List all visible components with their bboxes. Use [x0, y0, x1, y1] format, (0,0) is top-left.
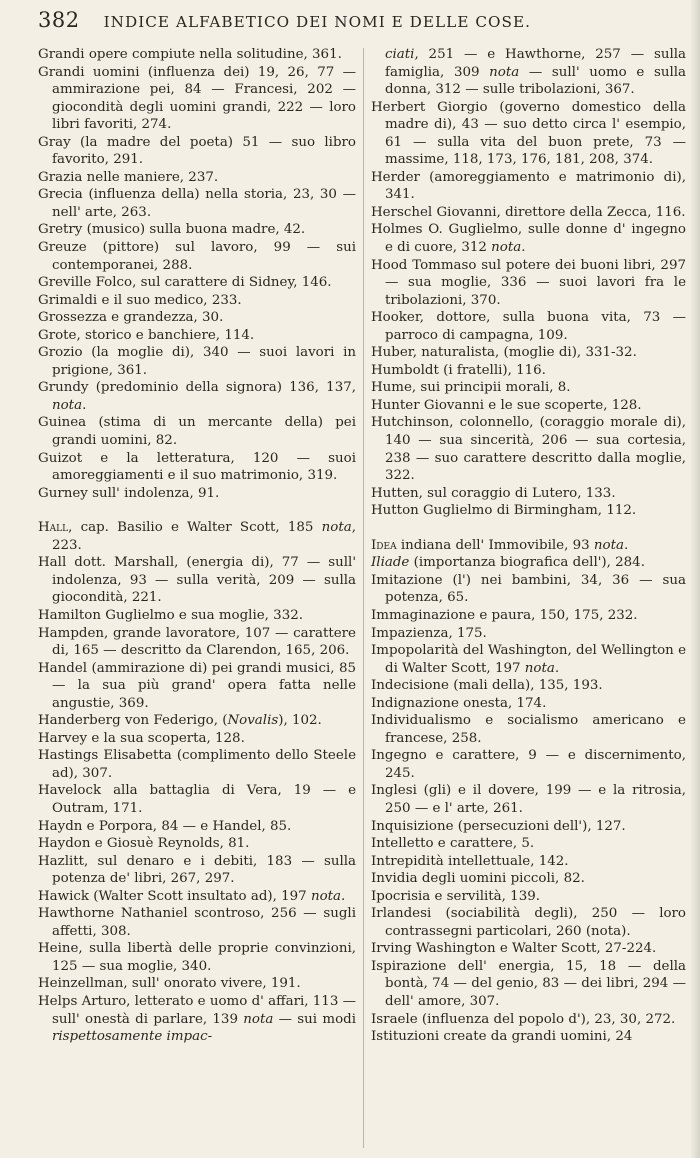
- entry-text: Hawthorne Nathaniel scontroso, 256 — sugli affetti, 308.: [38, 906, 356, 939]
- entry-italic: Novalis: [227, 713, 279, 729]
- entry-text: Heinzellman, sull' onorato vivere, 191.: [38, 976, 301, 992]
- index-entry: [38, 519, 356, 554]
- entry-text: indiana dell' Immovibile, 93: [396, 537, 594, 553]
- entry-text: Handel (ammirazione di) pei grandi musici, 85 — la sua più grand' opera fatta nelle angustie, 369.: [38, 660, 356, 711]
- entry-italic: nota: [52, 397, 83, 413]
- entry-text: Hawick (Walter Scott insultato ad), 197: [38, 888, 311, 904]
- entry-headword: Hall: [38, 520, 69, 536]
- index-entry: [371, 554, 686, 572]
- entry-text: Haydon e Giosuè Reynolds, 81.: [38, 836, 250, 852]
- entry-text: Impazienza, 175.: [371, 625, 487, 641]
- index-entry: [385, 46, 686, 99]
- entry-italic: nota: [243, 1011, 274, 1027]
- index-entry: [38, 607, 356, 625]
- page-number: 382: [38, 8, 80, 32]
- entry-text: Hutton Guglielmo di Birmingham, 112.: [371, 503, 637, 519]
- column-divider: [363, 48, 364, 1148]
- index-entry: [371, 344, 686, 362]
- entry-italic: Iliade: [371, 555, 410, 571]
- entry-text: Hutchinson, colonnello, (coraggio morale di), 140 — sua sincerità, 206 — sua cortesia, 238 — suo carattere descritto dalla moglie, 322.: [371, 415, 686, 484]
- index-entry: [371, 379, 686, 397]
- entry-text: ), 102.: [278, 713, 322, 729]
- index-entry: [38, 379, 356, 414]
- entry-text: Hutten, sul coraggio di Lutero, 133.: [371, 485, 616, 501]
- entry-text: Hazlitt, sul denaro e i debiti, 183 — sulla potenza de' libri, 267, 297.: [38, 853, 356, 887]
- entry-text: Helps Arturo, letterato e uomo d' affari, 113 — sull' onestà di parlare, 139: [38, 993, 356, 1027]
- index-entry: [371, 1028, 686, 1046]
- index-entry: [371, 870, 686, 888]
- entry-text: Hooker, dottore, sulla buona vita, 73 — parroco di campagna, 109.: [371, 310, 686, 343]
- index-entry: [38, 46, 356, 64]
- index-entry: [38, 835, 356, 853]
- entry-text: Handerberg von Federigo, (: [38, 713, 228, 729]
- entry-text: Guizot e la letteratura, 120 — suoi amoreggiamenti e il suo matrimonio, 319.: [38, 450, 356, 484]
- entry-text: .: [554, 660, 560, 676]
- entry-text: Grote, storico e banchiere, 114.: [38, 327, 255, 343]
- index-entry: [38, 344, 356, 379]
- index-entry: [38, 292, 356, 310]
- index-entry: [371, 397, 686, 415]
- index-entry: [38, 975, 356, 993]
- index-entry: [38, 940, 356, 975]
- entry-italic: rispettosamente impac-: [52, 1029, 213, 1045]
- entry-text: Heine, sulla libertà delle proprie convinzioni, 125 — sua moglie, 340.: [38, 941, 356, 974]
- entry-text: Grimaldi e il suo medico, 233.: [38, 292, 242, 308]
- entry-text: Herder (amoreggiamento e matrimonio di), 341.: [371, 169, 686, 203]
- index-entry: [38, 134, 356, 169]
- entry-headword: Idea: [371, 537, 397, 553]
- index-entry: [371, 782, 686, 817]
- entry-italic: nota: [489, 64, 520, 80]
- entry-text: Hamilton Guglielmo e sua moglie, 332.: [38, 607, 303, 623]
- entry-text: Impopolarità del Washington, del Wellington e di Walter Scott, 197: [371, 643, 686, 676]
- entry-italic: nota: [491, 240, 522, 256]
- index-entry: [371, 1011, 686, 1029]
- running-header: [38, 8, 686, 34]
- index-entry: [371, 625, 686, 643]
- entry-text: Invidia degli uomini piccoli, 82.: [371, 871, 585, 887]
- index-entry: [38, 309, 356, 327]
- entry-text: Ingegno e carattere, 9 — e discernimento, 245.: [371, 748, 686, 781]
- index-entry: [38, 782, 356, 817]
- index-entry: [371, 835, 686, 853]
- index-entry: [371, 309, 686, 344]
- entry-text: Herbert Giorgio (governo domestico della madre di), 43 — suo detto circa l' esempio, 61 — sulla vita del buon prete, 73 — massime, 118, 173, 176, 181, 208, 374.: [371, 99, 686, 168]
- entry-text: Gray (la madre del poeta) 51 — suo libro favorito, 291.: [38, 134, 356, 168]
- entry-text: .: [623, 537, 629, 553]
- index-entry: [38, 64, 356, 134]
- index-entry: [371, 607, 686, 625]
- entry-text: Greuze (pittore) sul lavoro, 99 — sui contemporanei, 288.: [38, 240, 356, 273]
- entry-text: Gretry (musico) sulla buona madre, 42.: [38, 222, 306, 238]
- index-entry: [371, 888, 686, 906]
- entry-text: Hunter Giovanni e le sue scoperte, 128.: [371, 397, 642, 413]
- entry-text: Guinea (stima di un mercante della) pei grandi uomini, 82.: [38, 415, 356, 449]
- entry-text: Holmes O. Guglielmo, sulle donne d' ingegno e di cuore, 312: [371, 222, 686, 256]
- index-entry: [38, 221, 356, 239]
- index-entry: [38, 993, 356, 1046]
- index-entry: [38, 327, 356, 345]
- index-entry: [38, 818, 356, 836]
- index-entry: [371, 99, 686, 169]
- index-entry: [371, 677, 686, 695]
- index-entry: [371, 905, 686, 940]
- index-entry: [38, 712, 356, 730]
- entry-text: Israele (influenza del popolo d'), 23, 30, 272.: [371, 1011, 676, 1027]
- entry-text: Indignazione onesta, 174.: [371, 695, 547, 711]
- entry-text: , 223.: [52, 520, 356, 553]
- entry-text: Intelletto e carattere, 5.: [371, 836, 535, 852]
- entry-text: Havelock alla battaglia di Vera, 19 — e Outram, 171.: [38, 783, 356, 816]
- index-entry: [371, 853, 686, 871]
- entry-text: Harvey e la sua scoperta, 128.: [38, 730, 245, 746]
- index-entry: [38, 485, 356, 503]
- entry-italic: nota: [524, 660, 555, 676]
- entry-italic: nota: [321, 520, 352, 536]
- entry-italic: ciati: [385, 47, 415, 62]
- index-entry: [38, 186, 356, 221]
- index-entry: [38, 747, 356, 782]
- entry-text: Intrepidità intellettuale, 142.: [371, 853, 569, 869]
- entry-text: Individualismo e socialismo americano e francese, 258.: [371, 713, 686, 746]
- entry-text: Greville Folco, sul carattere di Sidney, 146.: [38, 275, 332, 291]
- entry-text: Hampden, grande lavoratore, 107 — carattere di, 165 — descritto da Clarendon, 165, 206.: [38, 625, 356, 659]
- entry-text: Irving Washington e Walter Scott, 27-224.: [371, 941, 657, 957]
- entry-text: .: [82, 397, 87, 413]
- entry-text: — sull' uomo e sulla donna, 312 — sulle tribolazioni, 367.: [385, 64, 686, 98]
- entry-text: Grecia (influenza della) nella storia, 23, 30 — nell' arte, 263.: [38, 187, 356, 220]
- index-entry: [38, 274, 356, 292]
- index-entry: [371, 485, 686, 503]
- entry-text: Herschel Giovanni, direttore della Zecca, 116.: [371, 204, 686, 220]
- page-edge-shadow: [690, 0, 700, 1158]
- entry-text: .: [341, 888, 346, 904]
- section-gap: [371, 520, 686, 537]
- entry-text: Hume, sui principii morali, 8.: [371, 380, 571, 396]
- entry-text: Istituzioni create da grandi uomini, 24: [371, 1029, 633, 1045]
- entry-text: Haydn e Porpora, 84 — e Handel, 85.: [38, 818, 292, 834]
- entry-text: Immaginazione e paura, 150, 175, 232.: [371, 607, 638, 623]
- index-entry: [38, 853, 356, 888]
- entry-text: — sui modi: [273, 1011, 356, 1027]
- entry-text: Ispirazione dell' energia, 15, 18 — della bontà, 74 — del genio, 83 — dei libri, 294 — dell' amore, 307.: [371, 958, 686, 1009]
- entry-italic: nota: [593, 537, 624, 553]
- index-entry: [371, 747, 686, 782]
- index-entry: [38, 414, 356, 449]
- index-column-right: [371, 46, 686, 1046]
- index-entry: [38, 239, 356, 274]
- index-entry: [371, 818, 686, 836]
- index-entry: [38, 888, 356, 906]
- index-entry: [371, 572, 686, 607]
- entry-text: Gurney sull' indolenza, 91.: [38, 485, 220, 501]
- entry-text: , 251 — e Hawthorne, 257 — sulla famiglia, 309: [385, 47, 686, 80]
- index-column-left: [38, 46, 356, 1046]
- index-entry: [371, 537, 686, 555]
- entry-text: Ipocrisia e servilità, 139.: [371, 888, 540, 904]
- index-entry: [371, 695, 686, 713]
- entry-text: Indecisione (mali della), 135, 193.: [371, 678, 603, 694]
- entry-text: (importanza biografica dell'), 284.: [409, 555, 645, 571]
- index-entry: [371, 362, 686, 380]
- index-entry: [371, 257, 686, 310]
- index-entry: [371, 414, 686, 484]
- index-entry: [38, 554, 356, 607]
- index-entry: [371, 642, 686, 677]
- entry-text: Grandi opere compiute nella solitudine, 361.: [38, 47, 342, 62]
- entry-text: Hood Tommaso sul potere dei buoni libri, 297 — sua moglie, 336 — suoi lavori fra le tribolazioni, 370.: [371, 257, 686, 308]
- index-entry: [371, 502, 686, 520]
- index-entry: [38, 905, 356, 940]
- index-entry: [38, 730, 356, 748]
- entry-text: Huber, naturalista, (moglie di), 331-32.: [371, 345, 637, 361]
- entry-text: .: [521, 240, 526, 256]
- index-entry: [371, 204, 686, 222]
- index-entry: [371, 169, 686, 204]
- entry-italic: nota: [310, 888, 342, 904]
- header-title: INDICE ALFABETICO DEI NOMI E DELLE COSE.: [103, 13, 531, 31]
- entry-text: , cap. Basilio e Walter Scott, 185: [68, 520, 322, 536]
- entry-text: Imitazione (l') nei bambini, 34, 36 — sua potenza, 65.: [371, 572, 686, 606]
- index-entry: [371, 712, 686, 747]
- entry-text: Hall dott. Marshall, (energia di), 77 — sull' indolenza, 93 — sulla verità, 209 — sulla giocondità, 221.: [38, 555, 356, 606]
- index-entry: [371, 958, 686, 1011]
- index-entry: [38, 169, 356, 187]
- entry-text: Inquisizione (persecuzioni dell'), 127.: [371, 818, 626, 834]
- index-entry: [38, 660, 356, 713]
- entry-text: Grozio (la moglie di), 340 — suoi lavori in prigione, 361.: [38, 345, 356, 378]
- entry-text: Irlandesi (sociabilità degli), 250 — loro contrassegni particolari, 260 (nota).: [371, 906, 686, 939]
- entry-text: Grossezza e grandezza, 30.: [38, 310, 224, 326]
- index-entry: [371, 940, 686, 958]
- entry-text: Grundy (predominio della signora) 136, 137,: [38, 380, 356, 396]
- entry-text: Hastings Elisabetta (complimento dello Steele ad), 307.: [38, 748, 356, 781]
- index-entry: [371, 221, 686, 256]
- entry-text: Grazia nelle maniere, 237.: [38, 169, 219, 185]
- entry-text: Grandi uomini (influenza dei) 19, 26, 77 — ammirazione pei, 84 — Francesi, 202 — giocondità degli uomini grandi, 222 — loro libri favoriti, 274.: [38, 64, 356, 133]
- section-gap: [38, 502, 356, 519]
- entry-text: Humboldt (i fratelli), 116.: [371, 362, 546, 378]
- index-entry: [38, 625, 356, 660]
- entry-text: Inglesi (gli) e il dovere, 199 — e la ritrosia, 250 — e l' arte, 261.: [371, 783, 686, 816]
- index-entry: [38, 450, 356, 485]
